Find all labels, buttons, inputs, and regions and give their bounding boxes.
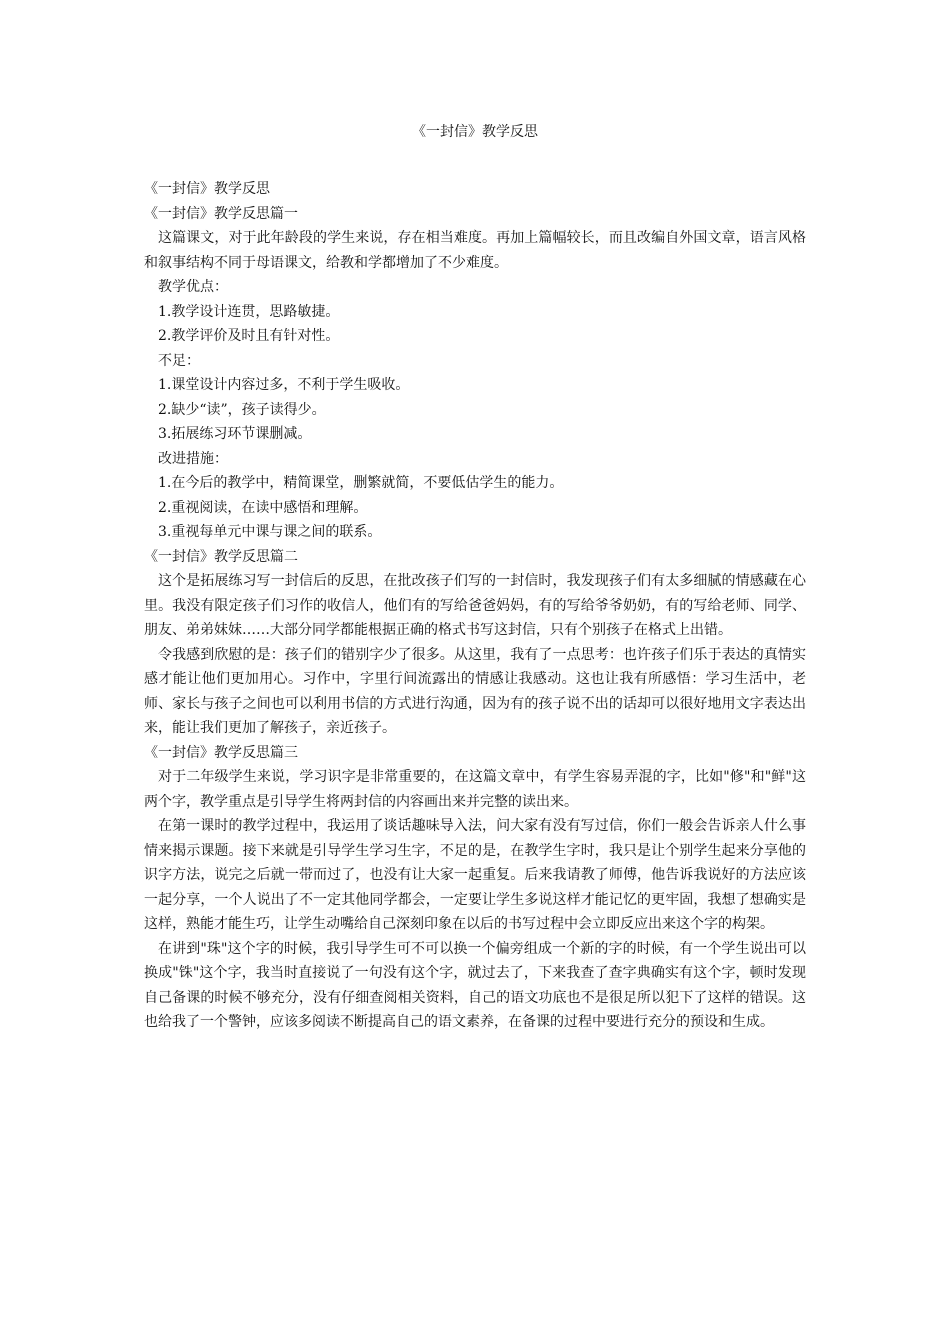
body-paragraph: 1.教学设计连贯，思路敏捷。 (158, 303, 340, 320)
section-heading: 《一封信》教学反思篇三 (144, 744, 298, 761)
document-page (144, 120, 806, 1035)
body-paragraph: 3.拓展练习环节课删减。 (158, 426, 312, 442)
body-paragraph: 在第一课时的教学过程中，我运用了谈话趣味导入法，问大家有没有写过信，你们一般会告诉亲人什么事情来揭示课题。接下来就是引导学生学习生字，不足的是，在教学生字时，我只是让个别学生起来分享他的识字方法，说完之后就一带而过了，也没有让大家一起重复。后来我请教了师傅，他告诉我说好的方法应该一起分享，一个人说出了不一定其他同学都会，一定要让学生多说这样才能记忆的更牢固，我想了想确实是这样，熟能才能生巧，让学生动嘴给自己深刻印象在以后的书写过程中会立即反应出来这个字的构架。 (144, 818, 806, 932)
body-paragraph: 1.在今后的教学中，精简课堂，删繁就简，不要低估学生的能力。 (158, 475, 564, 491)
body-paragraph: 1.课堂设计内容过多，不利于学生吸收。 (158, 377, 410, 393)
body-paragraph: 这篇课文，对于此年龄段的学生来说，存在相当难度。再加上篇幅较长，而且改编自外国文章，语言风格和叙事结构不同于母语课文，给教和学都增加了不少难度。 (144, 230, 806, 271)
body-paragraph: 这个是拓展练习写一封信后的反思，在批改孩子们写的一封信时，我发现孩子们有太多细腻的情感藏在心里。我没有限定孩子们习作的收信人，他们有的写给爸爸妈妈，有的写给爷爷奶奶，有的写给老师、同学、朋友、弟弟妹妹……大部分同学都能根据正确的格式书写这封信，只有个别孩子在格式上出错。 (144, 573, 806, 638)
body-paragraph: 对于二年级学生来说，学习识字是非常重要的，在这篇文章中，有学生容易弄混的字，比如"修"和"鲜"这两个字，教学重点是引导学生将两封信的内容画出来并完整的读出来。 (144, 769, 806, 810)
section-heading: 《一封信》教学反思 (144, 181, 270, 197)
body-paragraph: 2.缺少“读”，孩子读得少。 (158, 401, 326, 418)
body-paragraph: 令我感到欣慰的是：孩子们的错别字少了很多。从这里，我有了一点思考：也许孩子们乐于表达的真情实感才能让他们更加用心。习作中，字里行间流露出的情感让我感动。这也让我有所感悟：学习生活中，老师、家长与孩子之间也可以利用书信的方式进行沟通，因为有的孩子说不出的话却可以很好地用文字表达出来，能让我们更加了解孩子，亲近孩子。 (144, 646, 806, 736)
document-title: 《一封信》教学反思 (412, 124, 538, 140)
section-heading: 《一封信》教学反思篇一 (144, 205, 298, 222)
body-paragraph: 2.重视阅读，在读中感悟和理解。 (158, 499, 368, 516)
body-paragraph: 不足： (158, 352, 200, 369)
body-paragraph: 教学优点： (158, 279, 228, 295)
body-paragraph: 2.教学评价及时且有针对性。 (158, 328, 340, 344)
body-paragraph: 3.重视每单元中课与课之间的联系。 (158, 524, 382, 540)
body-paragraph: 改进措施： (158, 450, 228, 467)
document-body (144, 177, 806, 1035)
body-paragraph: 在讲到"珠"这个字的时候，我引导学生可不可以换一个偏旁组成一个新的字的时候，有一个学生说出可以换成"铢"这个字，我当时直接说了一句没有这个字，就过去了，下来我查了查字典确实有这个字，顿时发现自己备课的时候不够充分，没有仔细查阅相关资料，自己的语文功底也不是很足所以犯下了这样的错误。这也给我了一个警钟，应该多阅读不断提高自己的语文素养，在备课的过程中要进行充分的预设和生成。 (144, 940, 806, 1030)
section-heading: 《一封信》教学反思篇二 (144, 548, 298, 565)
